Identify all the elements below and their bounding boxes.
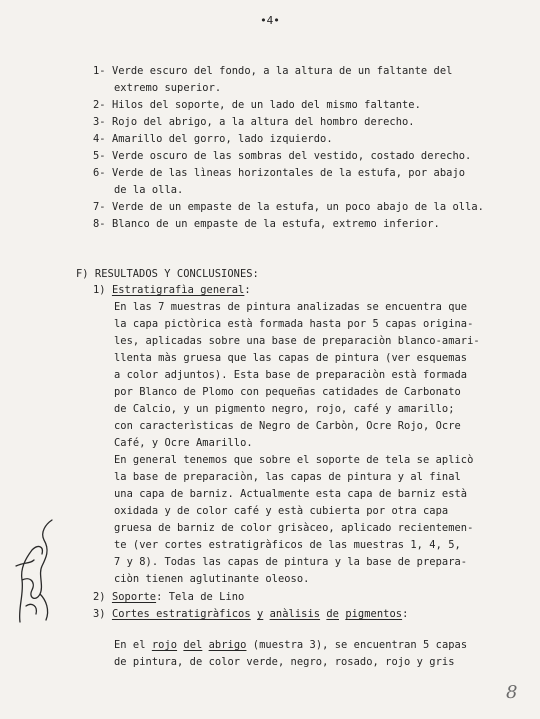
list-item: 8- Blanco de un empaste de la estufa, extremo inferior. — [93, 218, 440, 230]
paragraph-line: a color adjuntos). Esta base de preparaciòn està formada — [114, 369, 468, 381]
list-item: 7- Verde de un empaste de la estufa, un poco abajo de la olla. — [93, 201, 484, 213]
paragraph-line: te (ver cortes estratigràficos de las muestras 1, 4, 5, — [114, 539, 461, 551]
paragraph-line: por Blanco de Plomo con pequeñas catidades de Carbonato — [114, 386, 461, 398]
paragraph-line: les, aplicadas sobre una base de preparaciòn blanco-amari- — [114, 335, 480, 347]
paragraph-line: En general tenemos que sobre el soporte de tela se aplicò — [114, 454, 474, 466]
list-item: 6- Verde de las lìneas horizontales de la estufa, por abajo — [93, 167, 466, 179]
paragraph-line: En las 7 muestras de pintura analizadas se encuentra que — [114, 301, 468, 313]
page-number: •4• — [260, 14, 280, 27]
paragraph-line: una capa de barniz. Actualmente esta capa de barniz està — [114, 488, 468, 500]
list-item: 3- Rojo del abrigo, a la altura del hombro derecho. — [93, 116, 415, 128]
list-item: 2- Hilos del soporte, de un lado del mismo faltante. — [93, 99, 421, 111]
list-item: 1- Verde escuro del fondo, a la altura de un faltante del — [93, 65, 453, 77]
subsection-heading: 1) Estratigrafìa general: — [93, 284, 251, 296]
paragraph-line: de pintura, de color verde, negro, rosado, rojo y gris — [114, 656, 455, 668]
list-item: 5- Verde oscuro de las sombras del vestido, costado derecho. — [93, 150, 472, 162]
subsection-heading: 2) Soporte: Tela de Lino — [93, 591, 245, 603]
paragraph-line: llenta màs gruesa que las capas de pintura (ver esquemas — [114, 352, 468, 364]
list-item-continuation: extremo superior. — [114, 82, 222, 94]
handwritten-page-number: 8 — [506, 682, 518, 703]
paragraph-line: con caracterìsticas de Negro de Carbòn, Ocre Rojo, Ocre — [114, 420, 461, 432]
list-item: 4- Amarillo del gorro, lado izquierdo. — [93, 133, 333, 145]
paragraph-line: de Calcio, y un pigmento negro, rojo, café y amarillo; — [114, 403, 455, 415]
subsection-heading: 3) Cortes estratigràficos y anàlisis de pigmentos: — [93, 608, 409, 620]
paragraph-line: oxidada y de color café y està cubierta por otra capa — [114, 505, 449, 517]
paragraph-line: En el rojo del abrigo (muestra 3), se encuentran 5 capas — [114, 639, 468, 651]
paragraph-line: Café, y Ocre Amarillo. — [114, 437, 253, 449]
signature — [10, 510, 58, 630]
list-item-continuation: de la olla. — [114, 184, 184, 196]
section-heading: F) RESULTADOS Y CONCLUSIONES: — [76, 268, 259, 280]
paragraph-line: la capa pictòrica està formada hasta por 5 capas origina- — [114, 318, 474, 330]
paragraph-line: la base de preparaciòn, las capas de pintura y al final — [114, 471, 461, 483]
paragraph-line: ciòn tienen aglutinante oleoso. — [114, 573, 310, 585]
paragraph-line: 7 y 8). Todas las capas de pintura y la base de prepara- — [114, 556, 468, 568]
paragraph-line: gruesa de barniz de color grisàceo, aplicado recientemen- — [114, 522, 474, 534]
